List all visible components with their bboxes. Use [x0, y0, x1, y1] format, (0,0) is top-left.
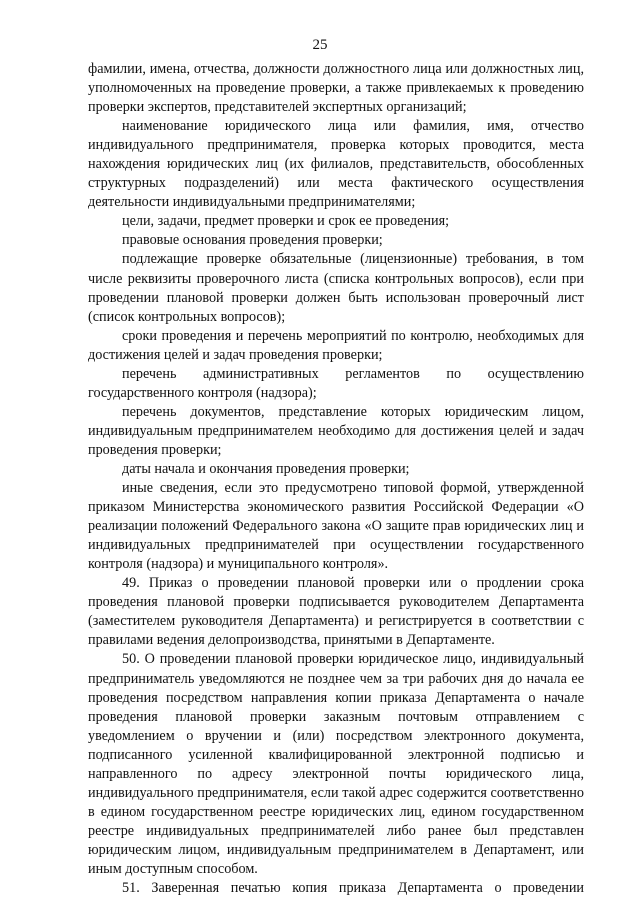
paragraph-goals: цели, задачи, предмет проверки и срок ее проведения;: [122, 213, 450, 230]
paragraph-requirements: подлежащие проверке обязательные (лицензионные) требования, в том числе реквизиты проверочного листа (списка контрольных вопросов), если при проведении плановой проверки должен быть использован проверочный лист (список контрольных вопросов);: [88, 251, 584, 325]
paragraph-regulations: перечень административных регламентов по осуществлению государственного контроля (надзора);: [88, 365, 584, 401]
paragraph-49: 49. Приказ о проведении плановой проверки или о продлении срока проведения плановой проверки подписывается руководителем Департамента (заместителем руководителя Департамента) и регистрируется в соответствии с правилами ведения делопроизводства, принятыми в Департаменте.: [88, 575, 584, 649]
paragraph-51: 51. Заверенная печатью копия приказа Департамента о проведении: [122, 880, 584, 897]
paragraph-legal-grounds: правовые основания проведения проверки;: [122, 232, 383, 249]
paragraph-50: 50. О проведении плановой проверки юридическое лицо, индивидуальный предприниматель уведомляются не позднее чем за три рабочих дня до начала ее проведения посредством направления копии приказа Департамента о начале проведения плановой проверки заказным почтовым отправлением с уведомлением о вручении и (или) посредством электронного документа, подписанного усиленной квалифицированной электронной подписью и направленного по адресу электронной почты юридического лица, индивидуального предпринимателя, если такой адрес содержится соответственно в едином государственном реестре юридических лиц, едином государственном реестре индивидуальных предпринимателей либо ранее был представлен юридическим лицом, индивидуальным предпринимателем в Департамент, или иным доступным способом.: [88, 651, 584, 877]
paragraph-terms: сроки проведения и перечень мероприятий по контролю, необходимых для достижения целей и задач проведения проверки;: [88, 327, 584, 363]
paragraph-entity-name: наименование юридического лица или фамилия, имя, отчество индивидуального предпринимателя, проверка которых проводится, места нахождения юридических лиц (их филиалов, представительств, обособленных структурных подразделений) или места фактического осуществления деятельности индивидуальными предпринимателями;: [88, 118, 584, 211]
page-number: 25: [312, 37, 328, 53]
paragraph-inspectors-names: фамилии, имена, отчества, должности должностного лица или должностных лиц, уполномоченных на проведение проверки, а также привлекаемых к проведению проверки экспертов, представителей экспертных организаций;: [88, 61, 584, 116]
document-body: [88, 60, 584, 898]
paragraph-dates: даты начала и окончания проведения проверки;: [122, 460, 410, 477]
paragraph-other-info: иные сведения, если это предусмотрено типовой формой, утвержденной приказом Министерства экономического развития Российской Федерации «О реализации положений Федерального закона «О защите прав юридических лиц и индивидуальных предпринимателей при осуществлении государственного контроля (надзора) и муниципального контроля».: [88, 480, 584, 573]
paragraph-documents: перечень документов, представление которых юридическим лицом, индивидуальным предпринимателем необходимо для достижения целей и задач проведения проверки;: [88, 403, 584, 458]
